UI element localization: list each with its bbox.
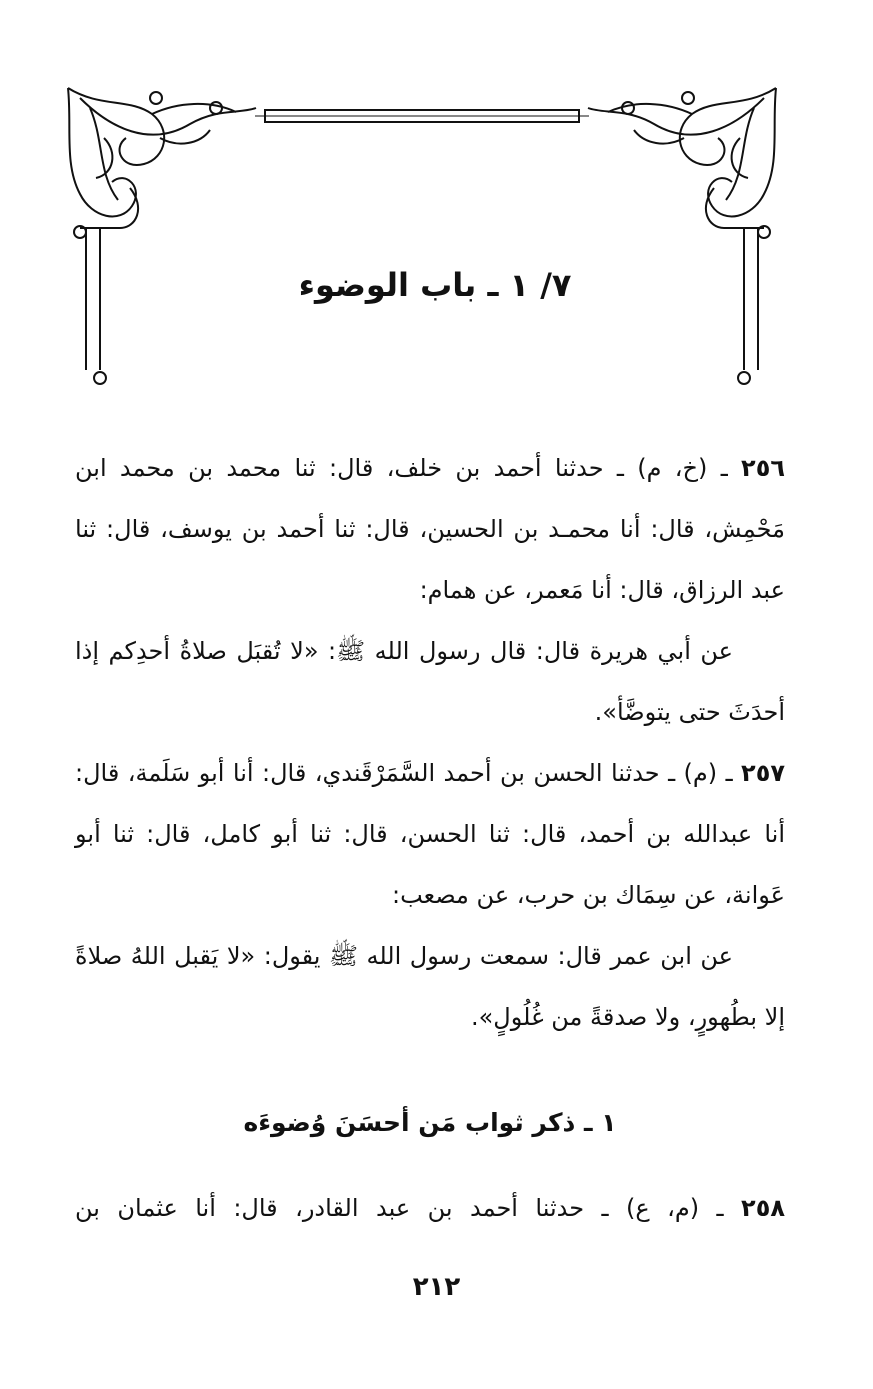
hadith-258-number: ٢٥٨ bbox=[741, 1194, 785, 1222]
hadith-256-matn: عن أبي هريرة قال: قال رسول الله ﷺ: «لا تُقبَل صلاةُ أحدِكم إذا أحدَثَ حتى يتوضَّأ». bbox=[75, 637, 785, 726]
body-text bbox=[75, 438, 785, 1048]
hadith-258-isnad-text: ـ (م، ع) ـ حدثنا أحمد بن عبد القادر، قال: أنا عثمان بن bbox=[75, 1194, 742, 1222]
hadith-256-isnad-text: ـ (خ، م) ـ حدثنا أحمد بن خلف، قال: ثنا محمد بن محمد ابن مَحْمِش، قال: أنا محمـد بن الحسين، قال: ثنا أحمد بن يوسف، قال: ثنا عبد الرزاق، قال: أنا مَعمر، عن همام: bbox=[75, 454, 785, 604]
hadith-256-isnad bbox=[75, 438, 785, 621]
hadith-256-number: ٢٥٦ bbox=[741, 454, 785, 482]
ornamental-frame bbox=[60, 78, 784, 390]
hadith-257-isnad-text: ـ (م) ـ حدثنا الحسن بن أحمد السَّمَرْقَندي، قال: أنا أبو سَلَمة، قال: أنا عبدالله بن أحمد، قال: ثنا الحسن، قال: ثنا أبو كامل، قال: ثنا أبو عَوانة، عن سِمَاك بن حرب، عن مصعب: bbox=[75, 759, 785, 909]
page-number: ٢١٢ bbox=[412, 1272, 461, 1302]
hadith-257-isnad bbox=[75, 743, 785, 926]
hadith-257-matn: عن ابن عمر قال: سمعت رسول الله ﷺ يقول: «لا يَقبل اللهُ صلاةً إلا بطُهورٍ، ولا صدقةً من غُلُولٍ». bbox=[75, 942, 785, 1031]
hadith-258-isnad bbox=[75, 1194, 785, 1222]
chapter-title: ٧/ ١ ـ باب الوضوء bbox=[298, 266, 572, 304]
section-title: ١ ـ ذكر ثواب مَن أحسَنَ وُضوءَه bbox=[243, 1108, 617, 1137]
hadith-257-number: ٢٥٧ bbox=[741, 759, 785, 787]
